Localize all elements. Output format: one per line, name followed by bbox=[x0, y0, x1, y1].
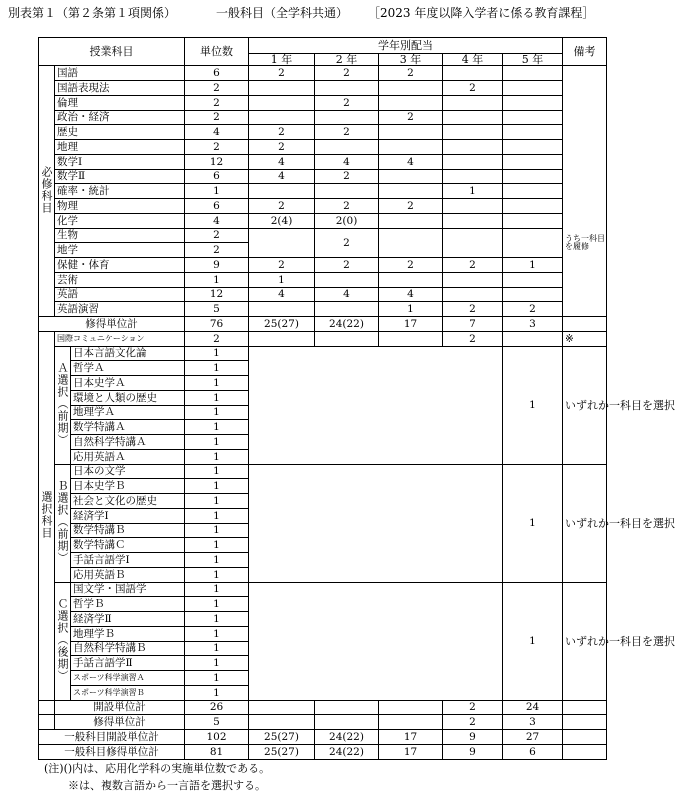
group-remark-0: いずれか一科目を選択 bbox=[563, 346, 607, 464]
year-value bbox=[379, 213, 443, 228]
table-row bbox=[39, 228, 607, 243]
subject-credits: 6 bbox=[185, 169, 249, 184]
subject-credits: 4 bbox=[185, 213, 249, 228]
year-value bbox=[443, 154, 503, 169]
subject-name: 地学 bbox=[55, 243, 185, 258]
subject-name: 自然科学特講Ａ bbox=[71, 435, 185, 450]
year-value: 2 bbox=[315, 169, 379, 184]
year-value bbox=[443, 199, 503, 214]
table-row bbox=[39, 331, 607, 346]
subject-credits: 1 bbox=[185, 361, 249, 376]
year-value: 2 bbox=[315, 199, 379, 214]
subject-name: 英語演習 bbox=[55, 302, 185, 317]
year-value bbox=[379, 228, 443, 258]
year-value: 2 bbox=[443, 715, 503, 730]
year-value bbox=[315, 700, 379, 715]
year-value bbox=[379, 95, 443, 110]
biogeo-remark: うち一科目を履修 bbox=[565, 234, 606, 252]
year-value: 2 bbox=[443, 302, 503, 317]
year-value bbox=[249, 700, 315, 715]
year-value: 4 bbox=[249, 169, 315, 184]
year-value bbox=[379, 715, 443, 730]
subject-name: 国語表現法 bbox=[55, 81, 185, 96]
year-value: 17 bbox=[379, 744, 443, 759]
subject-credits: 1 bbox=[185, 508, 249, 523]
table-row bbox=[39, 582, 607, 597]
header-year-2: 2 年 bbox=[315, 54, 379, 66]
subject-credits: 1 bbox=[185, 685, 249, 700]
year-value bbox=[443, 95, 503, 110]
year-value bbox=[443, 287, 503, 302]
subject-credits: 1 bbox=[185, 553, 249, 568]
subject-credits: 1 bbox=[185, 420, 249, 435]
year-value bbox=[503, 228, 563, 258]
grand-earned-remark bbox=[563, 744, 607, 759]
year-value: 2 bbox=[315, 95, 379, 110]
subject-name: 国文学・国語学 bbox=[71, 582, 185, 597]
header-distribution: 学年別配当 bbox=[249, 38, 563, 54]
year-value bbox=[443, 169, 503, 184]
offered-total-label: 開設単位計 bbox=[55, 700, 185, 715]
subject-name: 日本言語文化論 bbox=[71, 346, 185, 361]
year-value: 2 bbox=[443, 81, 503, 96]
subject-name: 社会と文化の歴史 bbox=[71, 494, 185, 509]
subject-credits: 1 bbox=[185, 272, 249, 287]
year-value bbox=[503, 66, 563, 81]
year-value bbox=[379, 125, 443, 140]
year-value: 4 bbox=[249, 287, 315, 302]
subject-name: 哲学Ａ bbox=[71, 361, 185, 376]
year-value bbox=[379, 81, 443, 96]
subject-credits: 2 bbox=[185, 228, 249, 243]
group-label-1-text: Ｂ選択（前期） bbox=[56, 479, 69, 564]
document-title bbox=[8, 2, 633, 24]
year-value bbox=[379, 700, 443, 715]
offered-total-remark bbox=[563, 700, 607, 715]
group-blank-years bbox=[249, 582, 503, 700]
table-row bbox=[39, 213, 607, 228]
subject-name: 地理学Ｂ bbox=[71, 626, 185, 641]
group-label-1 bbox=[55, 464, 71, 582]
table-row bbox=[39, 317, 607, 332]
table-row bbox=[39, 199, 607, 214]
subject-name: 地理学Ａ bbox=[71, 405, 185, 420]
year-value bbox=[249, 302, 315, 317]
table-row bbox=[39, 66, 607, 81]
subject-credits: 2 bbox=[185, 95, 249, 110]
subject-name: 自然科学特講Ｂ bbox=[71, 641, 185, 656]
subject-credits: 1 bbox=[185, 479, 249, 494]
subject-name: 日本史学Ａ bbox=[71, 376, 185, 391]
year-value: 2(4) bbox=[249, 213, 315, 228]
grand-earned-label: 一般科目修得単位計 bbox=[39, 744, 185, 759]
subject-credits: 1 bbox=[185, 435, 249, 450]
year-value bbox=[315, 81, 379, 96]
earned-total-remark bbox=[563, 715, 607, 730]
group-label-0 bbox=[55, 346, 71, 464]
year-value bbox=[503, 287, 563, 302]
year-value: 2 bbox=[315, 228, 379, 258]
subject-name: 環境と人類の歴史 bbox=[71, 390, 185, 405]
year-value: 2 bbox=[315, 125, 379, 140]
subject-name: スポーツ科学演習Ａ bbox=[71, 671, 185, 686]
required-total-value: 7 bbox=[443, 317, 503, 332]
subject-credits: 2 bbox=[185, 243, 249, 258]
year-value bbox=[249, 81, 315, 96]
header-year-1: 1 年 bbox=[249, 54, 315, 66]
year-value bbox=[443, 140, 503, 155]
table-row bbox=[39, 272, 607, 287]
title-reference: 別表第１（第２条第１項関係） bbox=[8, 6, 177, 20]
group-remark-2: いずれか一科目を選択 bbox=[563, 582, 607, 700]
required-remark-area bbox=[563, 66, 607, 317]
year-value bbox=[443, 228, 503, 258]
intl-remark: ※ bbox=[563, 331, 607, 346]
subject-name: 確率・統計 bbox=[55, 184, 185, 199]
title-main: 一般科目（全学科共通） bbox=[216, 6, 349, 20]
year-value: 2 bbox=[249, 258, 315, 273]
earned-total-credits: 5 bbox=[185, 715, 249, 730]
table-row bbox=[39, 95, 607, 110]
year-value bbox=[503, 110, 563, 125]
subject-name: 政治・経済 bbox=[55, 110, 185, 125]
subject-credits: 1 bbox=[185, 494, 249, 509]
table-row bbox=[39, 730, 607, 745]
subject-credits: 2 bbox=[185, 81, 249, 96]
subject-name: 数学Ⅱ bbox=[55, 169, 185, 184]
subject-name: 歴史 bbox=[55, 125, 185, 140]
table-row bbox=[39, 81, 607, 96]
table-row bbox=[39, 140, 607, 155]
table-row bbox=[39, 38, 607, 54]
year-value: 2 bbox=[249, 140, 315, 155]
subject-credits: 1 bbox=[185, 390, 249, 405]
subject-name: 国語 bbox=[55, 66, 185, 81]
year-value bbox=[249, 184, 315, 199]
subject-credits: 2 bbox=[185, 110, 249, 125]
subject-name: 国際コミュニケーション bbox=[55, 331, 185, 346]
year-value bbox=[315, 184, 379, 199]
subject-credits: 1 bbox=[185, 184, 249, 199]
year-value bbox=[315, 140, 379, 155]
year-value bbox=[443, 213, 503, 228]
subject-credits: 6 bbox=[185, 199, 249, 214]
table-row bbox=[39, 715, 607, 730]
table-row bbox=[39, 184, 607, 199]
grand-offered-label: 一般科目開設単位計 bbox=[39, 730, 185, 745]
year-value: 24(22) bbox=[315, 744, 379, 759]
year-value bbox=[443, 125, 503, 140]
year-value: 1 bbox=[443, 184, 503, 199]
year-value bbox=[503, 125, 563, 140]
table-row bbox=[39, 287, 607, 302]
group-y5: 1 bbox=[503, 346, 563, 464]
year-value: 4 bbox=[315, 287, 379, 302]
subject-name: 経済学Ⅱ bbox=[71, 612, 185, 627]
year-value bbox=[249, 228, 315, 258]
subject-name: 物理 bbox=[55, 199, 185, 214]
year-value bbox=[503, 154, 563, 169]
year-value bbox=[315, 272, 379, 287]
year-value bbox=[379, 272, 443, 287]
table-row bbox=[39, 464, 607, 479]
subject-name: 手話言語学Ⅱ bbox=[71, 656, 185, 671]
year-value bbox=[503, 272, 563, 287]
year-value: 4 bbox=[379, 154, 443, 169]
header-year-5: 5 年 bbox=[503, 54, 563, 66]
header-year-4: 4 年 bbox=[443, 54, 503, 66]
group-label-0-text: Ａ選択（前期） bbox=[56, 361, 69, 446]
subject-credits: 6 bbox=[185, 66, 249, 81]
year-value: 25(27) bbox=[249, 744, 315, 759]
subject-name: 化学 bbox=[55, 213, 185, 228]
table-row bbox=[39, 125, 607, 140]
table-row bbox=[39, 110, 607, 125]
subject-credits: 1 bbox=[185, 405, 249, 420]
subject-credits: 1 bbox=[185, 612, 249, 627]
required-total-credits: 76 bbox=[185, 317, 249, 332]
subject-credits: 1 bbox=[185, 656, 249, 671]
table-row bbox=[39, 169, 607, 184]
year-value bbox=[315, 715, 379, 730]
year-value: 2 bbox=[443, 700, 503, 715]
year-value bbox=[443, 272, 503, 287]
year-value bbox=[379, 140, 443, 155]
table-row bbox=[39, 700, 607, 715]
year-value: 25(27) bbox=[249, 730, 315, 745]
note-2: ※は、複数言語から一言語を選択する。 bbox=[68, 779, 266, 792]
required-label-text: 必修科目 bbox=[40, 166, 53, 215]
required-label bbox=[39, 66, 55, 317]
subject-credits: 1 bbox=[185, 582, 249, 597]
year-value: 24 bbox=[503, 700, 563, 715]
header-credits: 単位数 bbox=[185, 38, 249, 66]
subject-credits: 1 bbox=[185, 626, 249, 641]
elective-label-text: 選択科目 bbox=[40, 490, 53, 539]
year-value bbox=[315, 110, 379, 125]
subject-credits: 1 bbox=[185, 567, 249, 582]
year-value bbox=[503, 184, 563, 199]
table-row bbox=[39, 302, 607, 317]
year-value bbox=[249, 110, 315, 125]
table-row bbox=[39, 346, 607, 361]
group-y5: 1 bbox=[503, 464, 563, 582]
group-label-2 bbox=[55, 582, 71, 700]
year-value bbox=[379, 169, 443, 184]
subject-name: 英語 bbox=[55, 287, 185, 302]
year-value bbox=[315, 302, 379, 317]
year-value: 4 bbox=[379, 287, 443, 302]
subject-credits: 1 bbox=[185, 597, 249, 612]
subject-name: 応用英語Ｂ bbox=[71, 567, 185, 582]
group-blank-years bbox=[249, 346, 503, 464]
year-value: 2 bbox=[249, 66, 315, 81]
year-value: 6 bbox=[503, 744, 563, 759]
year-value: 1 bbox=[249, 272, 315, 287]
year-value: 2 bbox=[443, 258, 503, 273]
year-value bbox=[379, 331, 443, 346]
year-value: 9 bbox=[443, 730, 503, 745]
subject-name: 日本史学Ｂ bbox=[71, 479, 185, 494]
subject-credits: 1 bbox=[185, 641, 249, 656]
table-row bbox=[39, 154, 607, 169]
group-blank-years bbox=[249, 464, 503, 582]
subject-credits: 1 bbox=[185, 346, 249, 361]
subject-credits: 2 bbox=[185, 331, 249, 346]
grand-offered-credits: 102 bbox=[185, 730, 249, 745]
year-value: 2 bbox=[249, 199, 315, 214]
subject-credits: 4 bbox=[185, 125, 249, 140]
year-value: 2 bbox=[379, 66, 443, 81]
subject-name: 芸術 bbox=[55, 272, 185, 287]
year-value: 24(22) bbox=[315, 730, 379, 745]
subject-credits: 12 bbox=[185, 154, 249, 169]
elective-label bbox=[39, 331, 55, 700]
required-total-value: 3 bbox=[503, 317, 563, 332]
subject-name: 数学Ⅰ bbox=[55, 154, 185, 169]
year-value bbox=[503, 95, 563, 110]
note-1: (注)()内は、応用化学科の実施単位数である。 bbox=[44, 762, 271, 775]
year-value bbox=[503, 213, 563, 228]
subject-credits: 1 bbox=[185, 523, 249, 538]
required-total-value: 17 bbox=[379, 317, 443, 332]
subject-name: 応用英語Ａ bbox=[71, 449, 185, 464]
year-value bbox=[443, 66, 503, 81]
year-value bbox=[379, 184, 443, 199]
required-total-value: 24(22) bbox=[315, 317, 379, 332]
year-value bbox=[503, 169, 563, 184]
curriculum-table bbox=[38, 37, 675, 760]
year-value bbox=[249, 715, 315, 730]
year-value bbox=[503, 140, 563, 155]
year-value: 2 bbox=[249, 125, 315, 140]
earned-total-spacer bbox=[39, 715, 55, 730]
year-value: 17 bbox=[379, 730, 443, 745]
subject-name: 地理 bbox=[55, 140, 185, 155]
subject-credits: 12 bbox=[185, 287, 249, 302]
subject-name: 数学特講Ａ bbox=[71, 420, 185, 435]
required-total-remark bbox=[563, 317, 607, 332]
subject-credits: 1 bbox=[185, 376, 249, 391]
year-value: 2(0) bbox=[315, 213, 379, 228]
notes bbox=[44, 760, 270, 794]
year-value bbox=[503, 331, 563, 346]
group-y5: 1 bbox=[503, 582, 563, 700]
year-value bbox=[315, 331, 379, 346]
title-note: ［2023 年度以降入学者に係る教育課程］ bbox=[368, 6, 595, 20]
required-total-value: 25(27) bbox=[249, 317, 315, 332]
year-value: 4 bbox=[315, 154, 379, 169]
table-row bbox=[39, 744, 607, 759]
subject-name: 数学特講Ｂ bbox=[71, 523, 185, 538]
group-remark-1: いずれか一科目を選択 bbox=[563, 464, 607, 582]
subject-credits: 1 bbox=[185, 671, 249, 686]
subject-name: 保健・体育 bbox=[55, 258, 185, 273]
subject-name: 哲学Ｂ bbox=[71, 597, 185, 612]
year-value: 9 bbox=[443, 744, 503, 759]
year-value: 2 bbox=[443, 331, 503, 346]
year-value: 3 bbox=[503, 715, 563, 730]
subject-name: スポーツ科学演習Ｂ bbox=[71, 685, 185, 700]
year-value bbox=[503, 199, 563, 214]
year-value bbox=[443, 110, 503, 125]
subject-credits: 1 bbox=[185, 449, 249, 464]
subject-credits: 5 bbox=[185, 302, 249, 317]
year-value: 2 bbox=[379, 258, 443, 273]
year-value: 27 bbox=[503, 730, 563, 745]
year-value: 2 bbox=[315, 66, 379, 81]
group-label-2-text: Ｃ選択（後期） bbox=[56, 597, 69, 682]
required-total-label: 修得単位計 bbox=[39, 317, 185, 332]
offered-total-spacer bbox=[39, 700, 55, 715]
year-value bbox=[249, 331, 315, 346]
subject-name: 生物 bbox=[55, 228, 185, 243]
grand-earned-credits: 81 bbox=[185, 744, 249, 759]
header-subject: 授業科目 bbox=[39, 38, 185, 66]
subject-credits: 1 bbox=[185, 464, 249, 479]
year-value: 2 bbox=[379, 199, 443, 214]
subject-credits: 1 bbox=[185, 538, 249, 553]
subject-credits: 9 bbox=[185, 258, 249, 273]
year-value: 1 bbox=[503, 258, 563, 273]
header-remarks: 備考 bbox=[563, 38, 607, 66]
subject-name: 手話言語学Ⅰ bbox=[71, 553, 185, 568]
offered-total-credits: 26 bbox=[185, 700, 249, 715]
year-value: 4 bbox=[249, 154, 315, 169]
earned-total-label: 修得単位計 bbox=[55, 715, 185, 730]
subject-name: 日本の文学 bbox=[71, 464, 185, 479]
table-row bbox=[39, 258, 607, 273]
subject-name: 倫理 bbox=[55, 95, 185, 110]
year-value bbox=[503, 81, 563, 96]
year-value bbox=[249, 95, 315, 110]
subject-credits: 2 bbox=[185, 140, 249, 155]
year-value: 2 bbox=[379, 110, 443, 125]
subject-name: 経済学Ⅰ bbox=[71, 508, 185, 523]
grand-offered-remark bbox=[563, 730, 607, 745]
header-year-3: 3 年 bbox=[379, 54, 443, 66]
year-value: 2 bbox=[315, 258, 379, 273]
subject-name: 数学特講Ｃ bbox=[71, 538, 185, 553]
year-value: 1 bbox=[379, 302, 443, 317]
year-value: 2 bbox=[503, 302, 563, 317]
